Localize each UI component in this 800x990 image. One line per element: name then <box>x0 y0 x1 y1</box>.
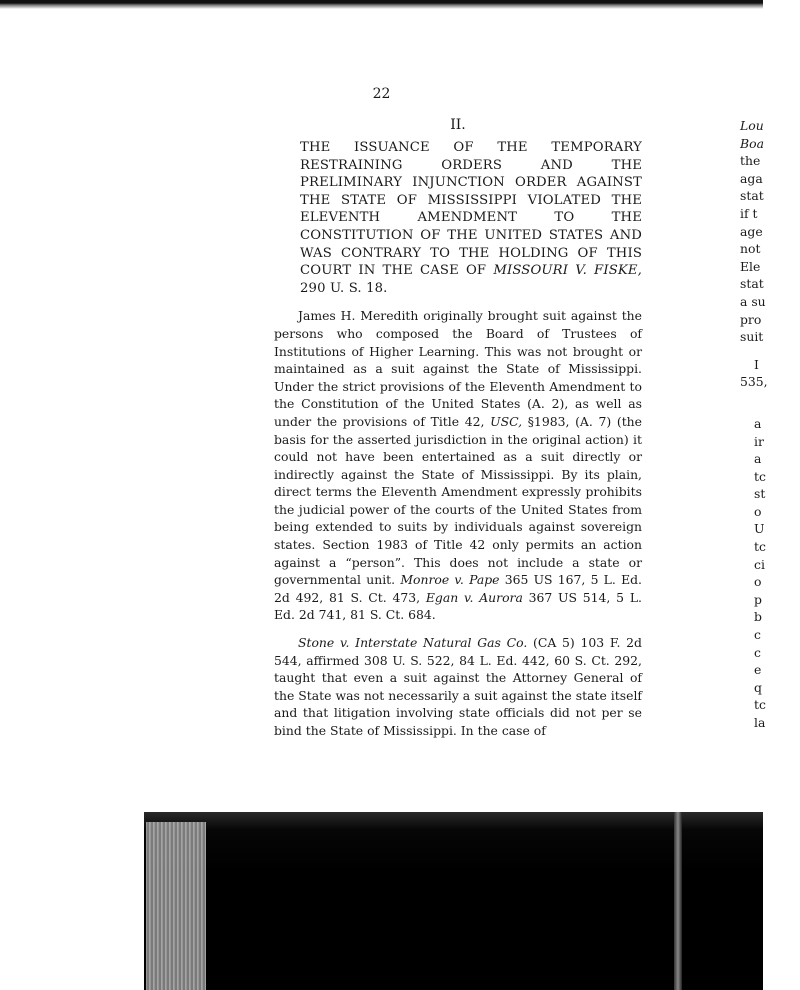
scan-dark-background <box>144 812 763 990</box>
fragment-line: ir <box>754 433 764 449</box>
fragment-line: aga <box>740 170 763 186</box>
fragment-line: 535, <box>740 374 768 390</box>
fragment-line: a <box>754 451 762 467</box>
paragraph-2-text: (CA 5) 103 F. 2d 544, affirmed 308 U. S. 522, 84 L. Ed. 442, 60 S. Ct. 292, taught that even a suit against the Attorney General of the State was not necessarily a suit against the state itself and that litigation involving state officials did not per se bind the State of Mississippi. In the case of <box>274 635 642 738</box>
scan-edge-texture <box>146 822 206 990</box>
fragment-line: b <box>754 609 762 625</box>
fragment-line: q <box>754 679 762 695</box>
case-egan-v-aurora: Egan v. Aurora <box>425 589 523 605</box>
paragraph-1 <box>274 307 642 624</box>
fragment-line: a <box>754 415 762 431</box>
fragment-line: if t <box>740 205 758 221</box>
fragment-line: age <box>740 223 763 239</box>
fragment-line: I <box>754 356 759 372</box>
fragment-line: la <box>754 715 766 730</box>
fragment-line: tc <box>754 539 766 555</box>
heading-text: THE ISSUANCE OF THE TEMPORARY RESTRAINING ORDERS AND THE PRELIMINARY INJUNCTION ORDER AGAINST THE STATE OF MISSISSIPPI VIOLATED THE ELEVENTH AMENDMENT TO THE CONSTITUTION OF THE UNITED STATES AND WAS CONTRARY TO THE HOLDING OF THIS COURT IN THE CASE OF <box>300 140 642 279</box>
facing-page-fragments <box>740 117 800 732</box>
fragment-group-1 <box>740 117 800 346</box>
section-numeral: II. <box>450 117 466 133</box>
paragraph-2 <box>274 634 642 740</box>
fragment-line: p <box>754 591 762 607</box>
fragment-line: st <box>754 486 766 502</box>
heading-case-name: MISSOURI V. FISKE, <box>493 263 642 279</box>
paragraph-1-text-a: James H. Meredith originally brought suit against the persons who composed the Board of Trustees of Institutions of Higher Learning. This was not brought or maintained as a suit against the State of Mississippi. Under the strict provisions of the Eleventh Amendment to the Constitution of the United States (A. 2), as well as under the provisions of Title 42, <box>274 308 642 429</box>
fragment-line: Lou <box>740 118 764 133</box>
scan-page-fold <box>674 812 682 990</box>
fragment-line: e <box>754 662 762 678</box>
fragment-line: a su <box>740 293 766 309</box>
fragment-line: ci <box>754 556 765 572</box>
usc-citation: USC, <box>490 413 523 429</box>
fragment-group-2 <box>740 356 800 391</box>
paragraph-1-text-b: §1983, (A. 7) (the basis for the asserted jurisdiction in the original action) it could not have been entertained as a suit directly or indirectly against the State of Mississippi. By its plain, direct terms the Eleventh Amendment expressly prohibits the judicial power of the courts of the United States from being extended to suits by individuals against sovereign states. Section 1983 of Title 42 only permits an action against a “person”. This does not include a state or governmental unit. <box>274 413 642 588</box>
fragment-line: U <box>754 521 765 537</box>
page-top-edge <box>0 0 763 9</box>
page-number: 22 <box>372 86 391 102</box>
fragment-line: c <box>754 627 761 643</box>
fragment-line: o <box>754 574 762 590</box>
fragment-line: Ele <box>740 258 761 274</box>
fragment-group-3 <box>740 415 800 732</box>
main-column <box>274 117 642 740</box>
fragment-line: stat <box>740 276 764 292</box>
fragment-line: the <box>740 153 761 169</box>
fragment-line: suit <box>740 329 764 345</box>
fragment-line: tc <box>754 697 766 713</box>
fragment-line: o <box>754 503 762 519</box>
section-heading <box>300 139 642 297</box>
heading-citation: 290 U. S. 18. <box>300 280 388 296</box>
fragment-line: pro <box>740 311 762 327</box>
fragment-line: stat <box>740 188 764 204</box>
fragment-line: c <box>754 644 761 660</box>
case-stone-v-interstate: Stone v. Interstate Natural Gas Co. <box>298 635 528 651</box>
citation-monroe: 365 US 167, 5 L. Ed. 2d 492, 81 S. Ct. 473, <box>274 572 642 605</box>
citation-egan: 367 US 514, 5 L. Ed. 2d 741, 81 S. Ct. 684. <box>274 589 642 623</box>
fragment-line: not <box>740 241 761 257</box>
fragment-line: tc <box>754 468 766 484</box>
case-monroe-v-pape: Monroe v. Pape <box>400 572 500 588</box>
fragment-line: Boa <box>740 135 764 151</box>
